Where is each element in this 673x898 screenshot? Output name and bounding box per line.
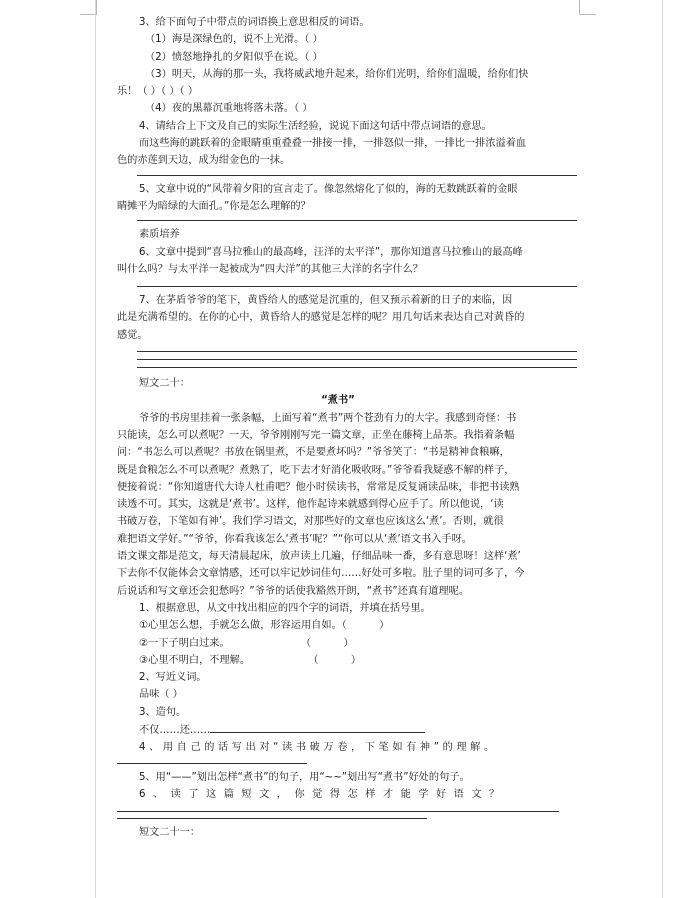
passage-line: 下去你不仅能体会文章情感，还可以牢记妙词佳句……好处可多啦。肚子里的词可多了，今 [117, 568, 525, 580]
passage-21-label: 短文二十一： [139, 827, 201, 839]
passage-line: 既是食粮怎么不可以煮呢？煮熟了，吃下去才好消化吸收呀。”爷爷看我疑惑不解的样子， [117, 464, 515, 476]
passage-20-label: 短文二十： [139, 378, 190, 390]
answer-line [117, 763, 307, 764]
section-heading: 素质培养 [139, 229, 180, 241]
p20-q3-item [117, 721, 559, 739]
passage-line: 难把语文学好。”“爷爷，你看我该怎么‘煮书’呢？”“你可以从‘煮’语文书入手呀。 [117, 533, 472, 545]
p20-q2-item: 品味（ ） [139, 689, 183, 701]
question-5-cont: 睛摊平为暗绿的大面孔。”你是怎么理解的？ [117, 200, 311, 212]
p20-q1-item-1: ①心里怎么想，手就怎么做，形容运用自如。（ ） [139, 620, 390, 632]
answer-line [137, 367, 577, 368]
passage-title: “煮书” [321, 395, 355, 407]
question-7-cont: 此是充满希望的。在你的心中，黄昏给人的感觉是怎样的呢？用几句话来表达自己对黄昏的 [117, 312, 525, 324]
question-4: 4、请结合上下文及自己的实际生活经验，说说下面这句话中带点词语的意思。 [139, 120, 492, 132]
answer-line [137, 286, 577, 287]
q3-item-4: （4）夜的黑幕沉重地将落未落。（ ） [145, 103, 313, 115]
answer-blank [210, 721, 425, 733]
question-7: 7、在茅盾爷爷的笔下，黄昏给人的感觉是沉重的，但又预示着新的日子的来临，因 [139, 295, 513, 307]
p20-q1-item-3: ③心里不明白，不理解。 （ ） [139, 654, 362, 666]
q3-item-2: （2）愤怒地挣扎的夕阳似乎在说。（ ） [145, 51, 323, 63]
passage-line: 读透不可。其实，这就是‘煮书’。这样，他作起诗来就感到得心应手了。所以他说，‘读 [117, 499, 504, 511]
p20-question-4: 4、用自己的话写出对“读书破万卷，下笔如有神”的理解。 [139, 742, 498, 754]
p20-question-2: 2、写近义词。 [139, 672, 207, 684]
answer-line [137, 220, 577, 221]
question-6: 6、文章中提到“喜马拉雅山的最高峰，汪洋的太平洋”，那你知道喜马拉雅山的最高峰 [139, 246, 523, 258]
document-body [117, 14, 559, 841]
q3-item-1: （1）海是深绿色的，说不上光滑。（ ） [145, 34, 323, 46]
p20-question-1: 1、根据意思，从文中找出相应的四个字的词语，并填在括号里。 [139, 602, 431, 614]
p20-q1-item-2: ②一下子明白过来。 （ ） [139, 637, 354, 649]
passage-line: 只能读，怎么可以煮呢？一天，爷爷刚刚写完一篇文章，正坐在藤椅上品茶。我指着条幅 [117, 429, 515, 441]
p20-question-5: 5、用“——”划出怎样“煮书”的句子，用“~~”划出写“煮书”好处的句子。 [139, 771, 470, 783]
q4-quote-2: 色的赤莲到天边，成为绀金色的一抹。 [117, 155, 291, 167]
p20-q3-prompt: 不仅……还…… [139, 724, 211, 736]
passage-line: 语文课文都是范文，每天清晨起床，放声读上几遍，仔细品味一番，多有意思呀！这样‘煮’ [117, 551, 521, 563]
answer-line [117, 818, 427, 819]
answer-line [137, 175, 577, 176]
passage-line: 问：“书怎么可以煮呢？书放在锅里煮，不是要煮坏吗？”爷爷笑了：“书是精神食粮嘛， [117, 447, 510, 459]
question-5: 5、文章中说的“风带着夕阳的宣言走了。像忽然熔化了似的，海的无数跳跃着的金眼 [139, 183, 518, 195]
q4-quote-1: 而这些海的跳跃着的金眼睛重重叠叠一排接一排，一排怒似一排，一排比一排浓溢着血 [139, 138, 527, 150]
answer-line [137, 351, 577, 352]
q3-item-3: （3）明天，从海的那一头，我将威武地升起来，给你们光明，给你们温暖，给你们快 [145, 68, 529, 80]
p20-question-3: 3、造句。 [139, 706, 187, 718]
answer-line [117, 811, 559, 812]
q3-item-3-cont: 乐！（ ）（ ）（ ） [117, 86, 199, 98]
passage-line: 后说话和写文章还会犯愁吗？”爷爷的话使我豁然开朗，“煮书”还真有道理呢。 [117, 585, 470, 597]
p20-question-6: 6、读了这篇短文，你觉得怎样才能学好语文？ [139, 788, 507, 800]
answer-line [137, 359, 577, 360]
passage-line: 便接着说：“你知道唐代大诗人杜甫吧？他小时侯读书，常常是反复诵读品味，非把书读熟 [117, 481, 520, 493]
question-7-cont2: 感觉。 [117, 329, 148, 341]
question-6-cont: 叫什么吗？与太平洋一起被成为“四大洋”的其他三大洋的名字什么？ [117, 263, 423, 275]
passage-line: 书破万卷，下笔如有神’。我们学习语文，对那些好的文章也应该这么‘煮’。否则，就很 [117, 516, 504, 528]
passage-line: 爷爷的书房里挂着一张条幅，上面写着“煮书”两个苍劲有力的大字。我感到奇怪：书 [139, 412, 517, 424]
question-3: 3、给下面句子中带点的词语换上意思相反的词语。 [139, 17, 370, 28]
